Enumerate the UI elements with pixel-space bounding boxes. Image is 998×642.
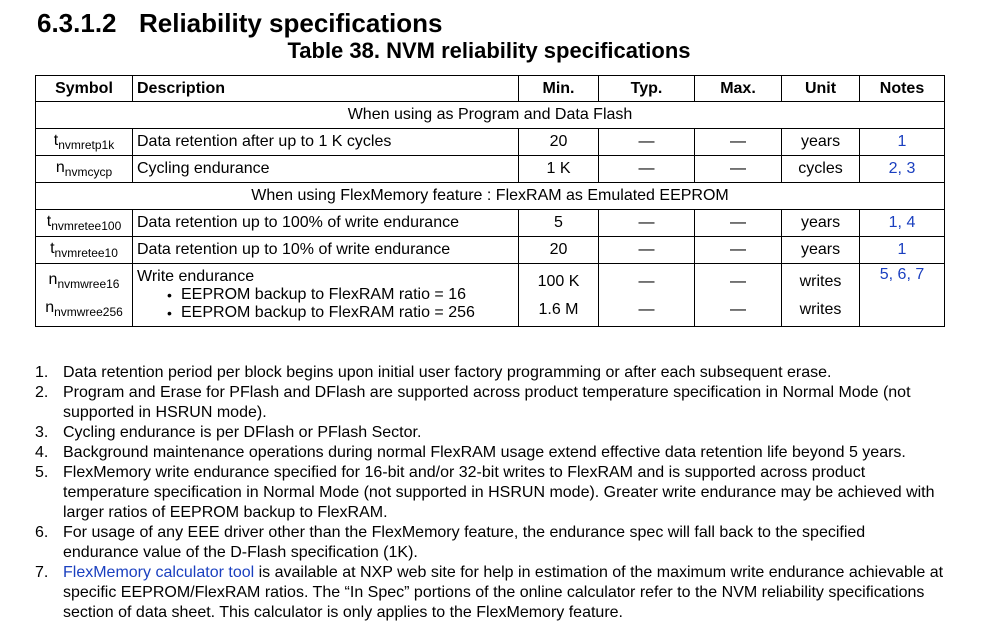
bullet-icon: • (167, 305, 172, 321)
footnote-item: 3. Cycling endurance is per DFlash or PFlash Sector. (35, 424, 422, 441)
footnote-item: 1. Data retention period per block begins upon initial user factory programming or after each subsequent erase. (35, 364, 832, 381)
typ-cell: — (599, 237, 695, 264)
footnote-item: 6. For usage of any EEE driver other than the FlexMemory feature, the endurance spec will fall back to the specified endurance value of the D-Flash specification (1K). (35, 524, 866, 561)
symbol-cell: $t_{nvmretee10}$ (36, 237, 133, 264)
bullet-icon: • (167, 287, 172, 303)
notes-link[interactable]: 2, 3 (860, 156, 945, 183)
table-row (36, 156, 945, 183)
write-endurance-label: Write endurance (137, 268, 255, 285)
unit-cell: years (782, 237, 860, 264)
footnote-item: 5. FlexMemory write endurance specified for 16-bit and/or 32-bit writes to FlexRAM and is supported across product temperature specification in Normal Mode (not supported in HSRUN mode). Greater write endurance may be achieved with larger ratios of EEPROM backup to FlexRAM. (35, 464, 935, 521)
symbol-cell: $n_{nvmwree16}$ $n_{nvmwree256}$ (36, 264, 133, 327)
header-unit: Unit (782, 76, 860, 102)
table-row (36, 210, 945, 237)
header-notes: Notes (860, 76, 945, 102)
footnote-item: 2. Program and Erase for PFlash and DFlash are supported across product temperature specification in Normal Mode (not supported in HSRUN mode). (35, 384, 911, 421)
notes-link[interactable]: 1, 4 (860, 210, 945, 237)
description-cell: Data retention up to 10% of write endurance (133, 237, 519, 264)
header-min: Min. (519, 76, 599, 102)
header-symbol: Symbol (36, 76, 133, 102)
typ-cell: — (599, 156, 695, 183)
max-cell: — (695, 156, 782, 183)
symbol-cell: $n_{nvmcycp}$ (36, 156, 133, 183)
notes-link[interactable]: 1 (860, 129, 945, 156)
symbol-cell: $t_{nvmretp1k}$ (36, 129, 133, 156)
description-cell: Data retention after up to 1 K cycles (133, 129, 519, 156)
description-cell: Data retention up to 100% of write endurance (133, 210, 519, 237)
section-row-label: When using FlexMemory feature : FlexRAM as Emulated EEPROM (36, 183, 945, 210)
unit-cell: writes writes (782, 264, 860, 327)
description-cell: Cycling endurance (133, 156, 519, 183)
section-title: Reliability specifications (139, 8, 443, 38)
min-cell: 100 K 1.6 M (519, 264, 599, 327)
section-heading (37, 8, 442, 39)
section-number: 6.3.1.2 (37, 8, 117, 38)
header-description: Description (133, 76, 519, 102)
min-cell: 5 (519, 210, 599, 237)
min-cell: 1 K (519, 156, 599, 183)
list-item: • EEPROM backup to FlexRAM ratio = 16 (167, 286, 466, 303)
table-caption: Table 38. NVM reliability specifications (287, 38, 691, 63)
typ-cell: — (599, 210, 695, 237)
table-header-row (36, 76, 945, 102)
max-cell: — — (695, 264, 782, 327)
max-cell: — (695, 129, 782, 156)
unit-cell: cycles (782, 156, 860, 183)
nvm-reliability-table (35, 75, 945, 327)
section-row (36, 102, 945, 129)
footnotes-list (35, 363, 945, 623)
max-cell: — (695, 210, 782, 237)
section-row-label: When using as Program and Data Flash (36, 102, 945, 129)
typ-cell: — (599, 129, 695, 156)
table-row (36, 129, 945, 156)
table-row (36, 237, 945, 264)
notes-link[interactable]: 1 (860, 237, 945, 264)
unit-cell: years (782, 210, 860, 237)
footnote-item: 4. Background maintenance operations during normal FlexRAM usage extend effective data retention life beyond 5 years. (35, 444, 906, 461)
symbol-cell: $t_{nvmretee100}$ (36, 210, 133, 237)
description-cell (133, 264, 519, 327)
min-cell: 20 (519, 237, 599, 264)
table-row-write-endurance (36, 264, 945, 327)
flexmemory-calculator-link[interactable]: FlexMemory calculator tool (63, 564, 255, 581)
min-cell: 20 (519, 129, 599, 156)
section-row (36, 183, 945, 210)
unit-cell: years (782, 129, 860, 156)
header-typ: Typ. (599, 76, 695, 102)
typ-cell: — — (599, 264, 695, 327)
notes-link[interactable]: 5, 6, 7 (860, 264, 945, 327)
list-item: • EEPROM backup to FlexRAM ratio = 256 (167, 304, 475, 321)
header-max: Max. (695, 76, 782, 102)
footnote-item: 7. FlexMemory calculator tool is available at NXP web site for help in estimation of the maximum write endurance achievable at specific EEPROM/FlexRAM ratios. The “In Spec” portions of the online calculator refer to the NVM reliability specifications section of data sheet. This calculator is only applies to the FlexMemory feature. (35, 564, 944, 621)
max-cell: — (695, 237, 782, 264)
